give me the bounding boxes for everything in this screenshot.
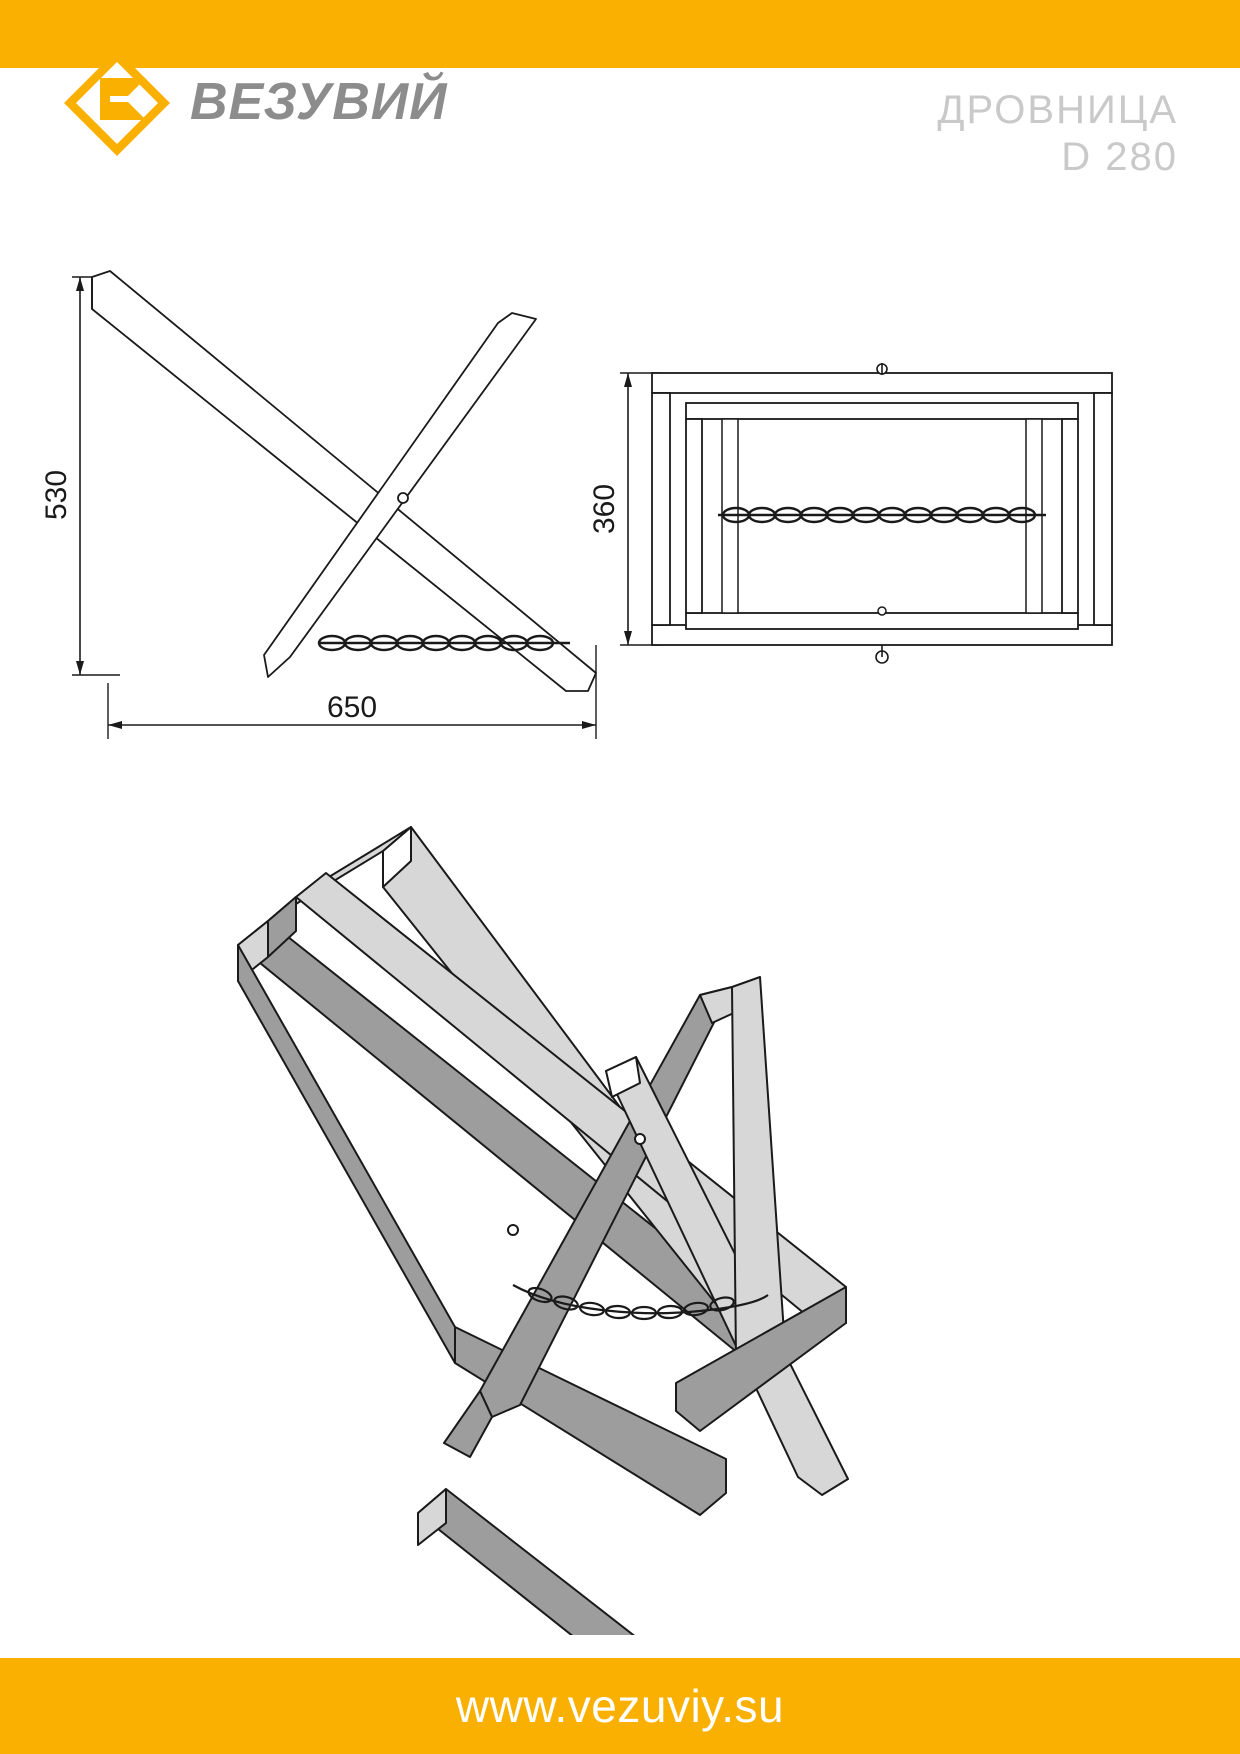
pivot-bolt bbox=[398, 493, 408, 503]
side-view-chain bbox=[318, 636, 570, 650]
side-view bbox=[40, 271, 596, 739]
front-view-right-post bbox=[1094, 393, 1112, 625]
front-view-top-rail bbox=[652, 373, 1112, 393]
dimension-530 bbox=[40, 277, 120, 675]
page-header bbox=[0, 0, 1240, 205]
dimension-360 bbox=[588, 373, 660, 645]
product-title-block bbox=[937, 88, 1178, 182]
product-title: ДРОВНИЦА bbox=[937, 88, 1178, 132]
website-url[interactable]: www.vezuviy.su bbox=[455, 1680, 785, 1732]
brand-name: ВЕЗУВИЙ bbox=[190, 73, 448, 131]
front-view-left-post bbox=[652, 393, 670, 625]
brand-logo bbox=[62, 48, 448, 158]
vezuviy-diamond-logo-icon bbox=[62, 48, 172, 158]
page-footer bbox=[0, 1658, 1240, 1754]
front-view-inner-top-rail bbox=[686, 403, 1078, 419]
front-view-chain bbox=[718, 508, 1046, 522]
isometric-view bbox=[238, 827, 848, 1635]
dimension-650 bbox=[108, 645, 596, 739]
front-view-inner-right-post bbox=[1062, 419, 1078, 613]
dimension-label-650: 650 bbox=[326, 691, 378, 724]
dimension-label-530: 530 bbox=[40, 469, 73, 521]
front-view-stud-inner bbox=[878, 607, 886, 615]
technical-drawing bbox=[0, 205, 1240, 1635]
dimension-label-360: 360 bbox=[588, 483, 621, 535]
front-view-inner-left-post bbox=[686, 419, 702, 613]
footer-spacer bbox=[0, 1636, 1240, 1658]
product-model: D 280 bbox=[1061, 135, 1178, 179]
front-view bbox=[588, 363, 1112, 663]
